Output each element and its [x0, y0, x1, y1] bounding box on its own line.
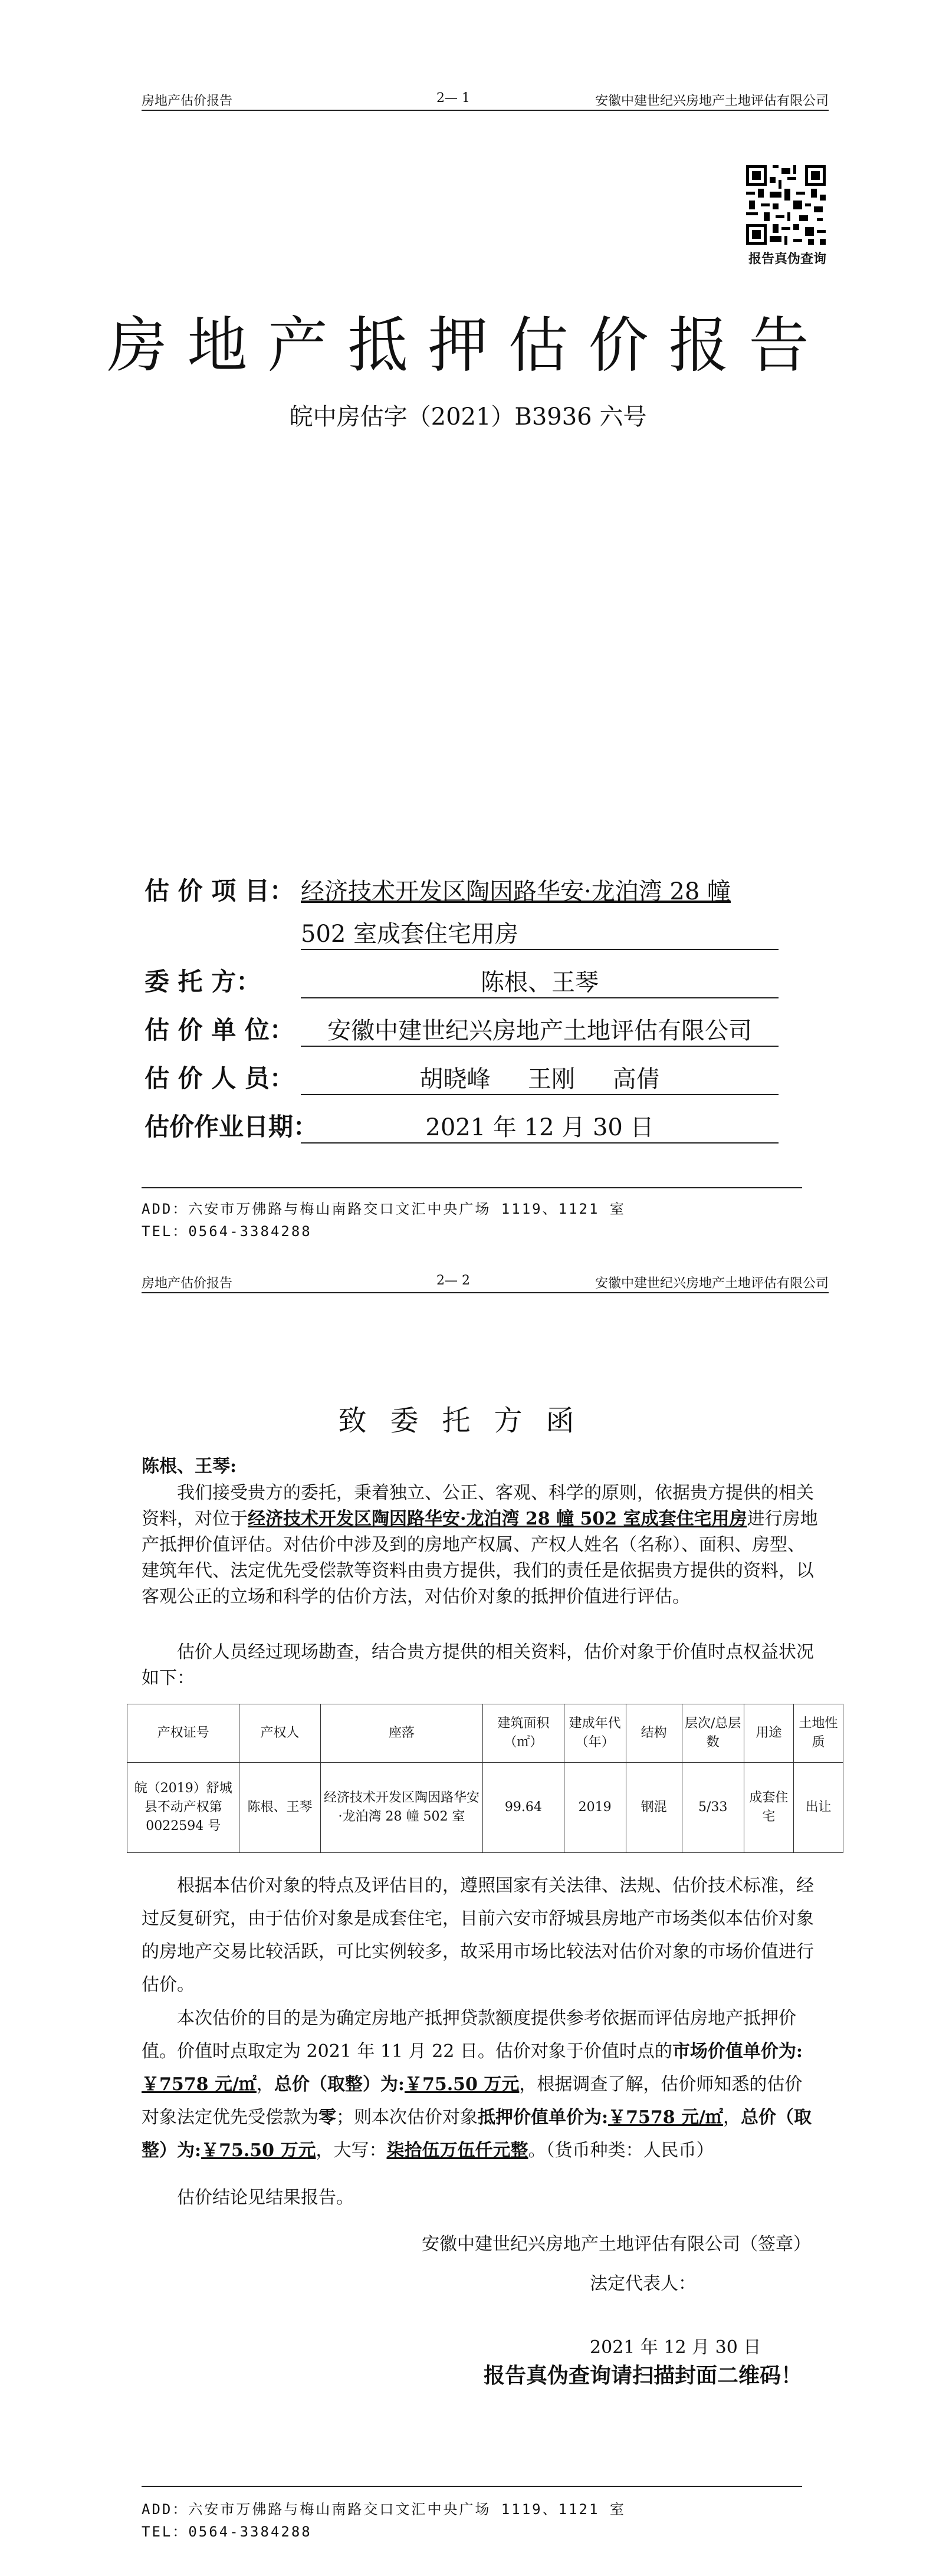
paragraph-survey: 估价人员经过现场勘查，结合贵方提供的相关资料，估价对象于价值时点权益状况如下：	[142, 1642, 814, 1688]
page-header	[142, 88, 829, 111]
report-title: 房地产抵押估价报告	[107, 311, 829, 381]
table-header-row	[127, 1704, 843, 1763]
header-page-number: 2— 2	[436, 1273, 470, 1288]
header-company: 安徽中建世纪兴房地产土地评估有限公司	[595, 94, 829, 109]
appraiser-unit-value: 安徽中建世纪兴房地产土地评估有限公司	[301, 1012, 779, 1047]
cell-cert-no: 皖（2019）舒城县不动产权第 0022594 号	[127, 1763, 239, 1853]
cell-usage: 成套住宅	[744, 1763, 793, 1853]
signature-company: 安徽中建世纪兴房地产土地评估有限公司（签章）	[422, 2234, 811, 2255]
page-header	[142, 1271, 829, 1293]
footer-tel: TEL：0564-3384288	[142, 2524, 312, 2540]
appraisers-label: 估 价 人 员：	[144, 1064, 294, 1093]
cell-location: 经济技术开发区陶因路华安·龙泊湾 28 幢 502 室	[320, 1763, 483, 1853]
paragraph-method: 根据本估价对象的特点及评估目的，遵照国家有关法律、法规、估价技术标准，经过反复研究，由于估价对象是成套住宅，目前六安市舒城县房地产市场类似本估价对象的房地产交易比较活跃，可比实例较多，故采用市场比较法对估价对象的市场价值进行估价。	[142, 1875, 814, 1995]
paragraph-conclusion: 估价结论见结果报告。	[177, 2187, 354, 2208]
footer-tel: TEL：0564-3384288	[142, 1223, 312, 1240]
qr-code-icon[interactable]	[746, 165, 826, 245]
header-left: 房地产估价报告	[142, 94, 233, 109]
paragraph-valuation: 本次估价的目的是为确定房地产抵押贷款额度提供参考依据而评估房地产抵押价值。价值时点取定为 2021 年 11 月 22 日。估价对象于价值时点的市场价值单价为:￥7578 元/㎡，总价（取整）为:￥75.50 万元，根据调查了解，估价师知悉的估价对象法定优先受偿款为零；则本次估价对象抵押价值单价为:￥7578 元/㎡，总价（取整）为:￥75.50 万元，大写：柒拾伍万伍仟元整。（货币种类：人民币）	[142, 2008, 812, 2161]
header-page-number: 2— 1	[436, 91, 470, 106]
cell-floor: 5/33	[682, 1763, 744, 1853]
cell-year: 2019	[564, 1763, 626, 1853]
market-total-price: ￥75.50 万元	[404, 2074, 520, 2095]
verification-notice: 报告真伪查询请扫描封面二维码！	[484, 2363, 803, 2388]
mortgage-total-price: ￥75.50 万元	[201, 2140, 316, 2161]
client-label: 委 托 方：	[144, 967, 261, 996]
col-area: 建筑面积（㎡）	[483, 1704, 564, 1763]
client-value: 陈根、王琴	[301, 964, 779, 998]
cell-owner: 陈根、王琴	[239, 1763, 320, 1853]
letter-page	[0, 1273, 936, 2576]
project-label: 估 价 项 目：	[144, 876, 294, 905]
project-value-line2: 502 室成套住宅用房	[301, 915, 779, 950]
table-row	[127, 1763, 843, 1853]
footer-divider	[142, 2486, 802, 2487]
cell-area: 99.64	[483, 1763, 564, 1853]
footer-address: ADD：六安市万佛路与梅山南路交口文汇中央广场 1119、1121 室	[142, 2501, 626, 2518]
property-address-link: 经济技术开发区陶因路华安·龙泊湾 28 幢 502 室成套住宅用房	[248, 1509, 747, 1529]
col-cert-no: 产权证号	[127, 1704, 239, 1763]
amount-in-words: 柒拾伍万伍仟元整	[386, 2140, 528, 2161]
col-year: 建成年代（年）	[564, 1704, 626, 1763]
cell-structure: 钢混	[626, 1763, 682, 1853]
col-floor: 层次/总层数	[682, 1704, 744, 1763]
salutation: 陈根、王琴:	[142, 1456, 237, 1477]
appraiser-unit-label: 估 价 单 位：	[144, 1016, 294, 1044]
footer-divider	[142, 1187, 802, 1188]
project-value: 经济技术开发区陶因路华安·龙泊湾 28 幢	[301, 878, 731, 905]
col-land-type: 土地性质	[793, 1704, 843, 1763]
market-unit-price: ￥7578 元/㎡	[142, 2074, 257, 2095]
cell-land-type: 出让	[793, 1763, 843, 1853]
mortgage-unit-price: ￥7578 元/㎡	[608, 2107, 723, 2128]
header-left: 房地产估价报告	[142, 1276, 233, 1291]
legal-representative: 法定代表人：	[590, 2273, 696, 2294]
paragraph-intro: 我们接受贵方的委托，秉着独立、公正、客观、科学的原则，依据贵方提供的相关资料，对位于经济技术开发区陶因路华安·龙泊湾 28 幢 502 室成套住宅用房进行房地产抵押价值评估。对估价中涉及到的房地产权属、产权人姓名（名称）、面积、房型、建筑年代、法定优先受偿款等资料由贵方提供，我们的责任是依据贵方提供的资料，以客观公正的立场和科学的估价方法，对估价对象的抵押价值进行评估。	[142, 1483, 818, 1607]
letter-title: 致委托方函	[338, 1404, 598, 1437]
work-date-value: 2021 年 12 月 30 日	[301, 1109, 779, 1144]
appraisers-value: 胡晓峰 王刚 高倩	[301, 1060, 779, 1095]
document-number: 皖中房估字（2021）B3936 六号	[289, 403, 647, 431]
work-date-label: 估价作业日期：	[144, 1112, 318, 1141]
col-structure: 结构	[626, 1704, 682, 1763]
col-location: 座落	[320, 1704, 483, 1763]
qr-caption: 报告真伪查询	[748, 251, 826, 267]
header-company: 安徽中建世纪兴房地产土地评估有限公司	[595, 1276, 829, 1291]
property-table	[127, 1704, 843, 1853]
footer-address: ADD：六安市万佛路与梅山南路交口文汇中央广场 1119、1121 室	[142, 1201, 626, 1217]
col-usage: 用途	[744, 1704, 793, 1763]
col-owner: 产权人	[239, 1704, 320, 1763]
signature-date: 2021 年 12 月 30 日	[590, 2337, 761, 2358]
